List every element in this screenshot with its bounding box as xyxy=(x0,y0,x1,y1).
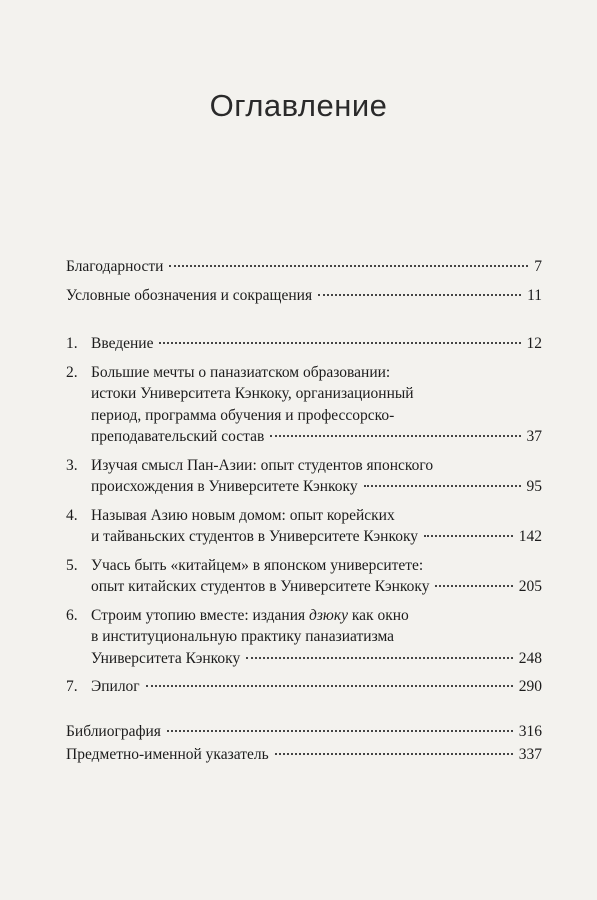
dot-leader xyxy=(169,265,528,267)
dot-leader xyxy=(275,753,513,755)
dot-leader xyxy=(146,685,513,687)
toc-entry-title: Эпилог xyxy=(91,678,140,695)
dot-leader xyxy=(167,730,513,732)
toc-page-number: 7 xyxy=(534,258,542,275)
toc-entry-title-line: истоки Университета Кэнкоку, организационный xyxy=(91,385,414,402)
toc-chapter-7 xyxy=(66,676,542,698)
toc-page-number: 37 xyxy=(526,428,542,445)
toc-entry-title: Благодарности xyxy=(66,258,164,275)
toc-chapter-2 xyxy=(66,362,542,448)
toc-page-number: 142 xyxy=(518,528,542,545)
toc-entry-title: Условные обозначения и сокращения xyxy=(66,286,313,304)
chapter-number: 7. xyxy=(66,678,78,695)
toc-chapter-3 xyxy=(66,455,542,498)
toc-page-number: 337 xyxy=(518,746,542,763)
toc-entry-abbreviations xyxy=(66,285,542,307)
dot-leader xyxy=(435,585,512,587)
chapter-number: 2. xyxy=(66,363,78,381)
toc-entry-title-line: Учась быть «китайцем» в японском университете: xyxy=(91,556,424,574)
toc-entry-acknowledgements xyxy=(66,256,542,278)
toc-entry-title: Введение xyxy=(91,335,154,352)
chapter-number: 6. xyxy=(66,606,78,624)
toc-entry-title-line: Университета Кэнкоку xyxy=(91,649,241,667)
chapter-number: 5. xyxy=(66,556,78,574)
toc-page-number: 248 xyxy=(518,649,542,667)
toc-entry-title-line: Изучая смысл Пан-Азии: опыт студентов японского xyxy=(91,456,434,474)
title-text: как окно xyxy=(347,606,409,624)
toc-entry-title-line: период, программа обучения и профессорско- xyxy=(91,406,395,424)
table-of-contents xyxy=(66,256,542,766)
toc-entry-title-line: и тайваньских студентов в Университете Кэнкоку xyxy=(91,528,419,545)
chapter-number: 3. xyxy=(66,456,78,474)
dot-leader xyxy=(270,435,520,437)
toc-entry-title-line: преподавательский состав xyxy=(91,428,265,445)
title-text: Строим утопию вместе: издания xyxy=(91,606,310,624)
toc-chapter-4 xyxy=(66,505,542,548)
dot-leader xyxy=(159,342,520,344)
toc-entry-title-line: Называя Азию новым домом: опыт корейских xyxy=(91,506,395,524)
toc-page-number: 290 xyxy=(518,678,542,695)
toc-entry-title-line: Большие мечты о паназиатском образовании: xyxy=(91,363,391,381)
toc-page-number: 11 xyxy=(527,286,542,304)
toc-entry-title-line xyxy=(91,605,409,627)
toc-page-number: 205 xyxy=(518,578,542,595)
toc-page-number: 12 xyxy=(526,335,542,352)
toc-entry-title: Предметно-именной указатель xyxy=(66,746,269,763)
toc-entry-title-line: опыт китайских студентов в Университете Кэнкоку xyxy=(91,578,430,595)
chapter-number: 4. xyxy=(66,506,78,524)
dot-leader xyxy=(318,294,521,296)
toc-entry-bibliography xyxy=(66,721,542,743)
toc-entry-title: Библиография xyxy=(66,722,161,740)
page-title: Оглавление xyxy=(209,88,388,123)
toc-chapter-6 xyxy=(66,605,542,670)
toc-chapter-1 xyxy=(66,333,542,355)
toc-chapter-5 xyxy=(66,555,542,598)
toc-entry-title-line: происхождения в Университете Кэнкоку xyxy=(91,478,358,495)
dot-leader xyxy=(424,535,513,537)
dot-leader xyxy=(364,485,521,487)
toc-page-number: 95 xyxy=(526,478,542,495)
toc-page-number: 316 xyxy=(518,722,542,740)
toc-entry-title-line: в институциональную практику паназиатизма xyxy=(91,628,395,645)
dot-leader xyxy=(246,657,513,659)
italic-term: дзюку xyxy=(309,606,348,624)
chapter-number: 1. xyxy=(66,335,78,352)
toc-entry-index xyxy=(66,744,542,766)
